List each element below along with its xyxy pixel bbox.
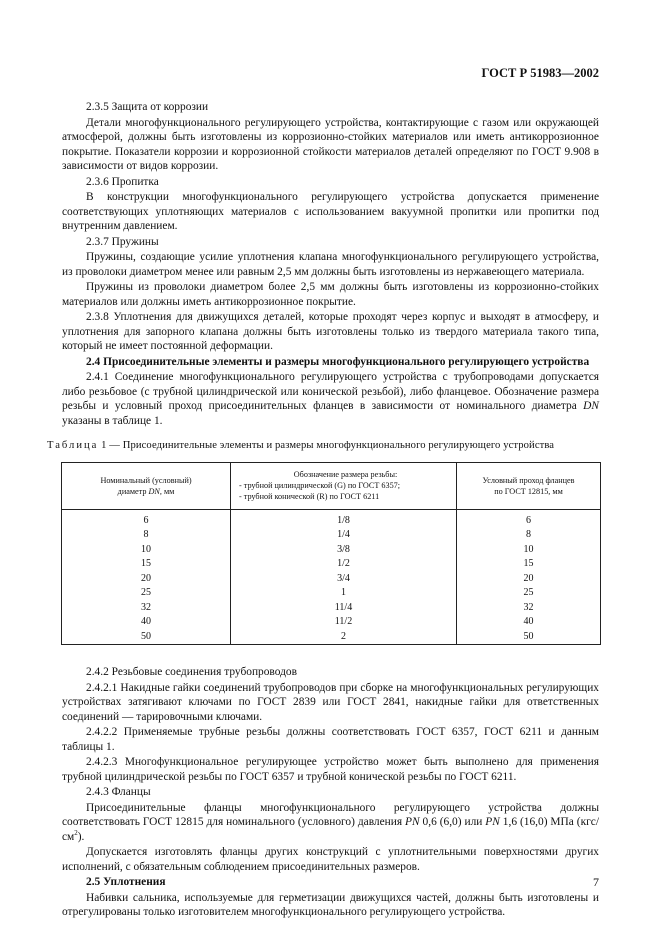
cell-thread-size: 1	[231, 586, 457, 601]
heading-2-5: 2.5 Уплотнения	[86, 876, 166, 888]
column-header-flange-passage: Условный проход фланцев по ГОСТ 12815, мм	[457, 462, 601, 509]
paragraph-2-4-2-1: 2.4.2.1 Накидные гайки соединений трубопроводов при сборке на многофункциональных регулирующих устройствах затягивают ключами по ГОСТ 2839 или ГОСТ 2841, накидные гайки для ответственных соединений — тарировочными ключами.	[62, 681, 599, 723]
paragraph-seals: Набивки сальника, используемые для герметизации движущихся частей, должны быть изготовлены и отрегулированы только изготовителем многофункционального регулирующего устройства.	[62, 891, 599, 918]
page-content	[47, 100, 599, 921]
column-header-thread-designation: Обозначение размера резьбы: - трубной цилиндрической (G) по ГОСТ 6357; - трубной конической (R) по ГОСТ 6211	[231, 462, 457, 509]
paragraph-springs-2: Пружины из проволоки диаметром более 2,5 мм должны быть изготовлены из коррозионно-стойких материалов или должны иметь антикоррозионное покрытие.	[62, 281, 599, 308]
cell-thread-size: 1/2	[231, 557, 457, 572]
cell-flange-passage: 20	[457, 572, 601, 587]
heading-2-3-6: 2.3.6 Пропитка	[86, 175, 159, 188]
cell-thread-size: 11/4	[231, 601, 457, 616]
paragraph-2-4-2-3: 2.4.2.3 Многофункциональное регулирующее устройство может быть выполнено для применения трубной цилиндрической резьбы по ГОСТ 6357 и трубной конической резьбы по ГОСТ 6211.	[62, 756, 599, 783]
table-row	[62, 630, 601, 645]
cell-thread-size: 1/4	[231, 528, 457, 543]
cell-thread-size: 3/4	[231, 572, 457, 587]
cell-flange-passage: 32	[457, 601, 601, 616]
heading-2-4-2: 2.4.2 Резьбовые соединения трубопроводов	[86, 666, 297, 678]
cell-nominal-diameter: 40	[62, 615, 231, 630]
document-standard-header: ГОСТ Р 51983—2002	[481, 66, 599, 80]
table-row	[62, 572, 601, 587]
cell-flange-passage: 15	[457, 557, 601, 572]
cell-nominal-diameter: 15	[62, 557, 231, 572]
cell-flange-passage: 6	[457, 509, 601, 528]
table-row	[62, 557, 601, 572]
paragraph-corrosion: Детали многофункционального регулирующего устройства, контактирующие с газом или окружающей атмосферой, должны быть изготовлены из коррозионно-стойких материалов или иметь антикоррозионное покрытие. Показатели коррозии и коррозионной стойкости материалов деталей определяют по ГОСТ 9.908 в зависимости от видов коррозии.	[62, 116, 599, 172]
table-caption: Таблица 1 — Присоединительные элементы и размеры многофункционального регулирующего устройства	[47, 440, 555, 451]
paragraph-flanges: Присоединительные фланцы многофункционального регулирующего устройства должны соответствовать ГОСТ 12815 для номинального (условного) давления PN 0,6 (6,0) или PN 1,6 (16,0) МПа $(кгс/см^2)$.	[62, 801, 599, 843]
table-row	[62, 543, 601, 558]
table-row	[62, 601, 601, 616]
cell-nominal-diameter: 32	[62, 601, 231, 616]
heading-2-3-5: 2.3.5 Защита от коррозии	[86, 101, 209, 113]
heading-2-4: 2.4 Присоединительные элементы и размеры многофункционального регулирующего устройства	[86, 355, 590, 368]
cell-flange-passage: 50	[457, 630, 601, 645]
cell-flange-passage: 25	[457, 586, 601, 601]
cell-nominal-diameter: 25	[62, 586, 231, 601]
paragraph-2-4-2-2: 2.4.2.2 Применяемые трубные резьбы должны соответствовать ГОСТ 6357, ГОСТ 6211 и данным таблицы 1.	[62, 726, 599, 753]
table-row	[62, 586, 601, 601]
table-header-row	[62, 462, 601, 509]
page-number: 7	[593, 875, 599, 889]
table-row	[62, 528, 601, 543]
connection-table	[61, 462, 601, 646]
cell-nominal-diameter: 50	[62, 630, 231, 645]
paragraph-impregnation: В конструкции многофункционального регулирующего устройства допускается применение соответствующих уплотняющих материалов с использованием вакуумной пропитки или пропитки под внутренним давлением.	[62, 191, 599, 232]
cell-thread-size: 3/8	[231, 543, 457, 558]
paragraph-2-4-1: 2.4.1 Соединение многофункционального регулирующего устройства с трубопроводами допускается либо резьбовое (с трубной цилиндрической или конической резьбой), либо фланцевое. Обозначение размера резьбы и условный проход присоединительных фланцев в зависимости от номинального диаметра DN указаны в таблице 1.	[62, 371, 599, 427]
cell-thread-size: 1/8	[231, 509, 457, 528]
cell-thread-size: 2	[231, 630, 457, 645]
paragraph-springs-1: Пружины, создающие усилие уплотнения клапана многофункционального регулирующего устройства, из проволоки диаметром менее или равным 2,5 мм должны быть изготовлены из нержавеющего материала.	[62, 251, 599, 278]
column-header-nominal-diameter: Номинальный (условный) диаметр DN, мм	[62, 462, 231, 509]
cell-nominal-diameter: 8	[62, 528, 231, 543]
cell-flange-passage: 10	[457, 543, 601, 558]
cell-flange-passage: 8	[457, 528, 601, 543]
cell-nominal-diameter: 10	[62, 543, 231, 558]
heading-2-4-3: 2.4.3 Фланцы	[86, 786, 151, 798]
table-row	[62, 509, 601, 528]
cell-nominal-diameter: 20	[62, 572, 231, 587]
heading-2-3-7: 2.3.7 Пружины	[86, 235, 159, 248]
table-row	[62, 615, 601, 630]
paragraph-2-3-8: 2.3.8 Уплотнения для движущихся деталей, которые проходят через корпус и выходят в атмосферу, и уплотнения для запорного клапана должны быть изготовлены только из твердого материала такого типа, который не имеет постоянной деформации.	[62, 311, 599, 352]
cell-flange-passage: 40	[457, 615, 601, 630]
cell-thread-size: 11/2	[231, 615, 457, 630]
cell-nominal-diameter: 6	[62, 509, 231, 528]
paragraph-other-flanges: Допускается изготовлять фланцы других конструкций с уплотнительными поверхностями других исполнений, с обязательным соблюдением присоединительных размеров.	[62, 846, 599, 873]
